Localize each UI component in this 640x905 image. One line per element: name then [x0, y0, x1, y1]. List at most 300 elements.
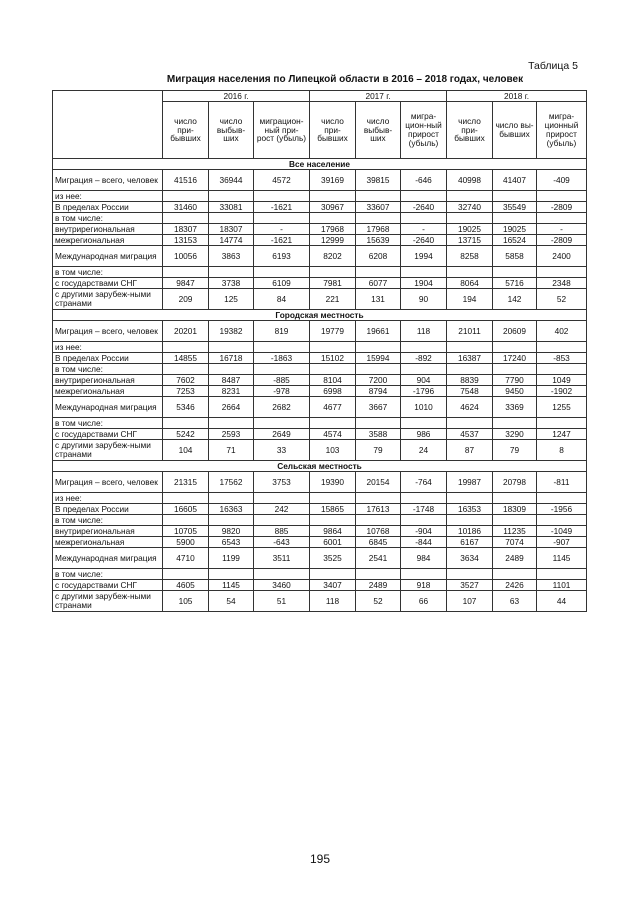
table-row — [53, 170, 587, 191]
table-cell: 8064 — [447, 278, 493, 289]
table-cell — [254, 515, 310, 526]
table-cell — [356, 213, 401, 224]
table-row — [53, 342, 587, 353]
table-cell: 52 — [356, 591, 401, 612]
section-title: Сельская местность — [53, 461, 587, 472]
table-cell: 39169 — [310, 170, 356, 191]
table-cell: 20609 — [493, 321, 537, 342]
row-label: Миграция – всего, человек — [53, 170, 163, 191]
table-cell: 4537 — [447, 429, 493, 440]
table-cell: 6167 — [447, 537, 493, 548]
table-cell: 242 — [254, 504, 310, 515]
table-cell — [356, 342, 401, 353]
table-cell — [401, 418, 447, 429]
table-cell: 33 — [254, 440, 310, 461]
table-cell: 885 — [254, 526, 310, 537]
table-cell — [356, 191, 401, 202]
table-cell: 221 — [310, 289, 356, 310]
table-row — [53, 235, 587, 246]
table-cell: 3369 — [493, 397, 537, 418]
table-cell: 1010 — [401, 397, 447, 418]
table-cell — [163, 267, 209, 278]
table-cell — [163, 191, 209, 202]
table-cell: 3460 — [254, 580, 310, 591]
table-cell: 14774 — [209, 235, 254, 246]
table-row — [53, 364, 587, 375]
table-cell — [209, 342, 254, 353]
table-cell: 5716 — [493, 278, 537, 289]
table-cell: 1145 — [209, 580, 254, 591]
table-cell — [401, 493, 447, 504]
table-cell: 4572 — [254, 170, 310, 191]
table-cell — [493, 569, 537, 580]
row-label: В пределах России — [53, 504, 163, 515]
table-cell — [209, 213, 254, 224]
table-cell — [493, 493, 537, 504]
table-cell: 2541 — [356, 548, 401, 569]
table-cell: 5346 — [163, 397, 209, 418]
table-cell — [356, 515, 401, 526]
table-cell: 19025 — [447, 224, 493, 235]
table-cell — [401, 515, 447, 526]
table-cell: 35549 — [493, 202, 537, 213]
table-cell: 3863 — [209, 246, 254, 267]
table-cell: 18307 — [163, 224, 209, 235]
section-title: Все население — [53, 159, 587, 170]
table-cell: -853 — [537, 353, 587, 364]
table-cell — [447, 213, 493, 224]
table-cell: 904 — [401, 375, 447, 386]
table-cell: 54 — [209, 591, 254, 612]
table-cell — [310, 364, 356, 375]
table-cell: 1247 — [537, 429, 587, 440]
table-cell: 2664 — [209, 397, 254, 418]
table-row — [53, 353, 587, 364]
table-cell: -2640 — [401, 202, 447, 213]
row-label: с государствами СНГ — [53, 429, 163, 440]
table-cell: 19025 — [493, 224, 537, 235]
row-label: Миграция – всего, человек — [53, 321, 163, 342]
table-cell: 16363 — [209, 504, 254, 515]
table-cell — [163, 364, 209, 375]
table-cell — [401, 569, 447, 580]
table-cell — [537, 418, 587, 429]
table-cell: -2809 — [537, 202, 587, 213]
year-header-2018: 2018 г. — [447, 91, 587, 102]
table-cell: 8839 — [447, 375, 493, 386]
table-cell: 3634 — [447, 548, 493, 569]
table-cell: 9450 — [493, 386, 537, 397]
table-cell — [209, 569, 254, 580]
table-row — [53, 375, 587, 386]
table-cell: 1904 — [401, 278, 447, 289]
table-cell: 104 — [163, 440, 209, 461]
table-cell: 19987 — [447, 472, 493, 493]
table-cell: 3667 — [356, 397, 401, 418]
table-cell — [163, 418, 209, 429]
section-header-row — [53, 159, 587, 170]
table-cell — [493, 213, 537, 224]
table-cell: 17562 — [209, 472, 254, 493]
table-row — [53, 246, 587, 267]
table-cell: 819 — [254, 321, 310, 342]
table-cell: 79 — [493, 440, 537, 461]
table-cell: 4710 — [163, 548, 209, 569]
table-cell — [537, 569, 587, 580]
column-header: мигра-цион-ный прирост (убыль) — [401, 102, 447, 159]
column-header: число выбыв-ших — [356, 102, 401, 159]
table-cell — [537, 342, 587, 353]
table-cell: -907 — [537, 537, 587, 548]
table-cell: 32740 — [447, 202, 493, 213]
table-cell — [401, 191, 447, 202]
table-cell — [209, 493, 254, 504]
table-cell: -885 — [254, 375, 310, 386]
table-cell: 15639 — [356, 235, 401, 246]
table-cell: 118 — [401, 321, 447, 342]
table-cell: -904 — [401, 526, 447, 537]
row-label: с другими зарубеж-ными странами — [53, 289, 163, 310]
table-cell: 1199 — [209, 548, 254, 569]
table-cell — [356, 493, 401, 504]
table-cell: 8 — [537, 440, 587, 461]
table-cell: 4677 — [310, 397, 356, 418]
row-label: в том числе: — [53, 213, 163, 224]
table-cell: 15102 — [310, 353, 356, 364]
table-cell — [356, 267, 401, 278]
table-cell: 16524 — [493, 235, 537, 246]
row-label: В пределах России — [53, 353, 163, 364]
table-cell: 3738 — [209, 278, 254, 289]
table-cell — [310, 515, 356, 526]
table-cell: 33607 — [356, 202, 401, 213]
table-cell: 87 — [447, 440, 493, 461]
table-cell: 2649 — [254, 429, 310, 440]
table-cell: 6208 — [356, 246, 401, 267]
table-cell: 7981 — [310, 278, 356, 289]
table-cell: 11235 — [493, 526, 537, 537]
table-cell: 103 — [310, 440, 356, 461]
table-cell: 8794 — [356, 386, 401, 397]
table-cell: 6998 — [310, 386, 356, 397]
table-cell: 3588 — [356, 429, 401, 440]
table-cell — [447, 342, 493, 353]
table-row — [53, 591, 587, 612]
table-cell — [401, 267, 447, 278]
table-cell: 1101 — [537, 580, 587, 591]
table-cell: 52 — [537, 289, 587, 310]
row-label: Международная миграция — [53, 397, 163, 418]
table-cell: - — [401, 224, 447, 235]
table-cell: 7074 — [493, 537, 537, 548]
column-header: число при-бывших — [163, 102, 209, 159]
row-label: в том числе: — [53, 364, 163, 375]
table-cell: 51 — [254, 591, 310, 612]
table-cell — [447, 191, 493, 202]
table-cell: 21011 — [447, 321, 493, 342]
table-cell: -1902 — [537, 386, 587, 397]
table-cell — [254, 418, 310, 429]
table-cell: 19779 — [310, 321, 356, 342]
table-cell: 1145 — [537, 548, 587, 569]
table-cell — [163, 515, 209, 526]
table-cell: 14855 — [163, 353, 209, 364]
table-cell: 105 — [163, 591, 209, 612]
row-label-header — [53, 91, 163, 159]
table-cell: 10705 — [163, 526, 209, 537]
table-cell: 7253 — [163, 386, 209, 397]
table-cell: 3407 — [310, 580, 356, 591]
table-body — [53, 159, 587, 612]
row-label: межрегиональная — [53, 537, 163, 548]
table-cell: 15865 — [310, 504, 356, 515]
table-cell: 194 — [447, 289, 493, 310]
table-cell: 15994 — [356, 353, 401, 364]
table-cell: 20798 — [493, 472, 537, 493]
table-cell — [254, 569, 310, 580]
table-cell: 79 — [356, 440, 401, 461]
row-label: с государствами СНГ — [53, 278, 163, 289]
table-cell: 24 — [401, 440, 447, 461]
table-cell — [356, 418, 401, 429]
table-cell — [254, 342, 310, 353]
table-cell: 5242 — [163, 429, 209, 440]
table-cell: -1621 — [254, 202, 310, 213]
table-cell: 7200 — [356, 375, 401, 386]
column-header: миграцион-ный при-рост (убыль) — [254, 102, 310, 159]
table-cell: 3527 — [447, 580, 493, 591]
table-cell: 142 — [493, 289, 537, 310]
table-row — [53, 289, 587, 310]
table-cell — [447, 364, 493, 375]
table-cell — [537, 493, 587, 504]
table-cell: 7602 — [163, 375, 209, 386]
table-cell: 17240 — [493, 353, 537, 364]
table-cell: 4624 — [447, 397, 493, 418]
table-cell: 20154 — [356, 472, 401, 493]
table-cell: -1049 — [537, 526, 587, 537]
table-cell: 10768 — [356, 526, 401, 537]
table-cell: 13715 — [447, 235, 493, 246]
table-cell — [254, 213, 310, 224]
table-cell: 918 — [401, 580, 447, 591]
row-label: в том числе: — [53, 569, 163, 580]
table-cell: 5858 — [493, 246, 537, 267]
table-cell: 18307 — [209, 224, 254, 235]
table-row — [53, 504, 587, 515]
table-cell — [493, 418, 537, 429]
row-label: внутрирегиональная — [53, 375, 163, 386]
table-cell: -1621 — [254, 235, 310, 246]
table-row — [53, 278, 587, 289]
table-cell: 6077 — [356, 278, 401, 289]
table-cell — [310, 267, 356, 278]
table-row — [53, 418, 587, 429]
table-cell: 2400 — [537, 246, 587, 267]
table-row — [53, 493, 587, 504]
table-cell — [493, 342, 537, 353]
row-label: в том числе: — [53, 267, 163, 278]
table-cell: 41516 — [163, 170, 209, 191]
table-cell: 10056 — [163, 246, 209, 267]
table-cell — [537, 515, 587, 526]
table-cell: 13153 — [163, 235, 209, 246]
column-header: число при-бывших — [447, 102, 493, 159]
column-header: число выбыв-ших — [209, 102, 254, 159]
table-cell — [163, 342, 209, 353]
table-cell: 2682 — [254, 397, 310, 418]
table-cell: - — [537, 224, 587, 235]
table-cell: 2348 — [537, 278, 587, 289]
table-cell — [209, 191, 254, 202]
row-label: с другими зарубеж-ными странами — [53, 440, 163, 461]
table-cell: -844 — [401, 537, 447, 548]
row-label: в том числе: — [53, 418, 163, 429]
table-row — [53, 213, 587, 224]
table-cell: 17968 — [356, 224, 401, 235]
table-cell: 2489 — [356, 580, 401, 591]
table-cell: 8104 — [310, 375, 356, 386]
table-cell — [310, 418, 356, 429]
table-cell: -811 — [537, 472, 587, 493]
migration-table — [52, 90, 587, 612]
table-cell: 12999 — [310, 235, 356, 246]
table-cell: 18309 — [493, 504, 537, 515]
table-cell: 63 — [493, 591, 537, 612]
row-label: Миграция – всего, человек — [53, 472, 163, 493]
row-label: из нее: — [53, 342, 163, 353]
table-cell — [310, 569, 356, 580]
table-cell: -643 — [254, 537, 310, 548]
table-cell — [209, 515, 254, 526]
table-cell: 4605 — [163, 580, 209, 591]
table-cell: 1994 — [401, 246, 447, 267]
table-cell: - — [254, 224, 310, 235]
table-cell: 8258 — [447, 246, 493, 267]
table-row — [53, 580, 587, 591]
table-cell — [310, 191, 356, 202]
row-label: с другими зарубеж-ными странами — [53, 591, 163, 612]
table-cell: 118 — [310, 591, 356, 612]
table-cell — [493, 267, 537, 278]
table-cell: 66 — [401, 591, 447, 612]
table-cell: 9864 — [310, 526, 356, 537]
table-cell — [254, 493, 310, 504]
year-header-2016: 2016 г. — [163, 91, 310, 102]
table-row — [53, 191, 587, 202]
table-cell — [254, 191, 310, 202]
table-cell — [447, 267, 493, 278]
table-cell: 107 — [447, 591, 493, 612]
table-cell: 21315 — [163, 472, 209, 493]
row-label: внутрирегиональная — [53, 526, 163, 537]
page-number: 195 — [309, 852, 331, 866]
row-label: Международная миграция — [53, 548, 163, 569]
table-cell: 1255 — [537, 397, 587, 418]
table-cell: 3290 — [493, 429, 537, 440]
table-cell — [254, 364, 310, 375]
table-row — [53, 321, 587, 342]
table-cell: 2593 — [209, 429, 254, 440]
table-cell — [356, 364, 401, 375]
table-cell: 16387 — [447, 353, 493, 364]
table-cell — [356, 569, 401, 580]
table-cell — [447, 515, 493, 526]
table-row — [53, 515, 587, 526]
table-cell — [163, 493, 209, 504]
table-cell — [447, 569, 493, 580]
table-cell: 8231 — [209, 386, 254, 397]
year-header-row — [53, 91, 587, 102]
table-row — [53, 386, 587, 397]
table-cell: 19382 — [209, 321, 254, 342]
table-cell — [537, 213, 587, 224]
table-cell: 3753 — [254, 472, 310, 493]
table-cell: -646 — [401, 170, 447, 191]
table-cell: 33081 — [209, 202, 254, 213]
table-cell: 16718 — [209, 353, 254, 364]
row-label: с государствами СНГ — [53, 580, 163, 591]
table-cell: -978 — [254, 386, 310, 397]
table-cell: 6543 — [209, 537, 254, 548]
table-cell: 20201 — [163, 321, 209, 342]
table-cell: 5900 — [163, 537, 209, 548]
table-cell: 90 — [401, 289, 447, 310]
column-header: мигра-ционный прирост (убыль) — [537, 102, 587, 159]
table-row — [53, 526, 587, 537]
table-cell: 31460 — [163, 202, 209, 213]
table-cell — [310, 493, 356, 504]
table-cell: 36944 — [209, 170, 254, 191]
table-header — [53, 91, 587, 159]
table-cell: -764 — [401, 472, 447, 493]
table-cell — [447, 418, 493, 429]
section-header-row — [53, 461, 587, 472]
row-label: В пределах России — [53, 202, 163, 213]
table-cell: 19661 — [356, 321, 401, 342]
section-header-row — [53, 310, 587, 321]
table-cell: 7548 — [447, 386, 493, 397]
table-row — [53, 472, 587, 493]
table-cell: 402 — [537, 321, 587, 342]
table-cell: -2809 — [537, 235, 587, 246]
table-cell: 30967 — [310, 202, 356, 213]
table-cell: -892 — [401, 353, 447, 364]
table-cell: 2489 — [493, 548, 537, 569]
table-cell: 10186 — [447, 526, 493, 537]
table-cell: 2426 — [493, 580, 537, 591]
table-cell: 17613 — [356, 504, 401, 515]
row-label: из нее: — [53, 191, 163, 202]
table-row — [53, 569, 587, 580]
table-cell — [447, 493, 493, 504]
table-cell: 16605 — [163, 504, 209, 515]
column-header: число вы-бывших — [493, 102, 537, 159]
table-cell — [493, 515, 537, 526]
column-header: число при-бывших — [310, 102, 356, 159]
table-cell: 6001 — [310, 537, 356, 548]
row-label: межрегиональная — [53, 235, 163, 246]
table-cell: -409 — [537, 170, 587, 191]
table-number-label: Таблица 5 — [528, 60, 578, 72]
table-cell: 125 — [209, 289, 254, 310]
table-row — [53, 202, 587, 213]
table-cell: -1863 — [254, 353, 310, 364]
table-cell — [401, 342, 447, 353]
table-cell: 39815 — [356, 170, 401, 191]
table-cell: 209 — [163, 289, 209, 310]
table-title: Миграция населения по Липецкой области в 2016 – 2018 годах, человек — [166, 74, 524, 85]
